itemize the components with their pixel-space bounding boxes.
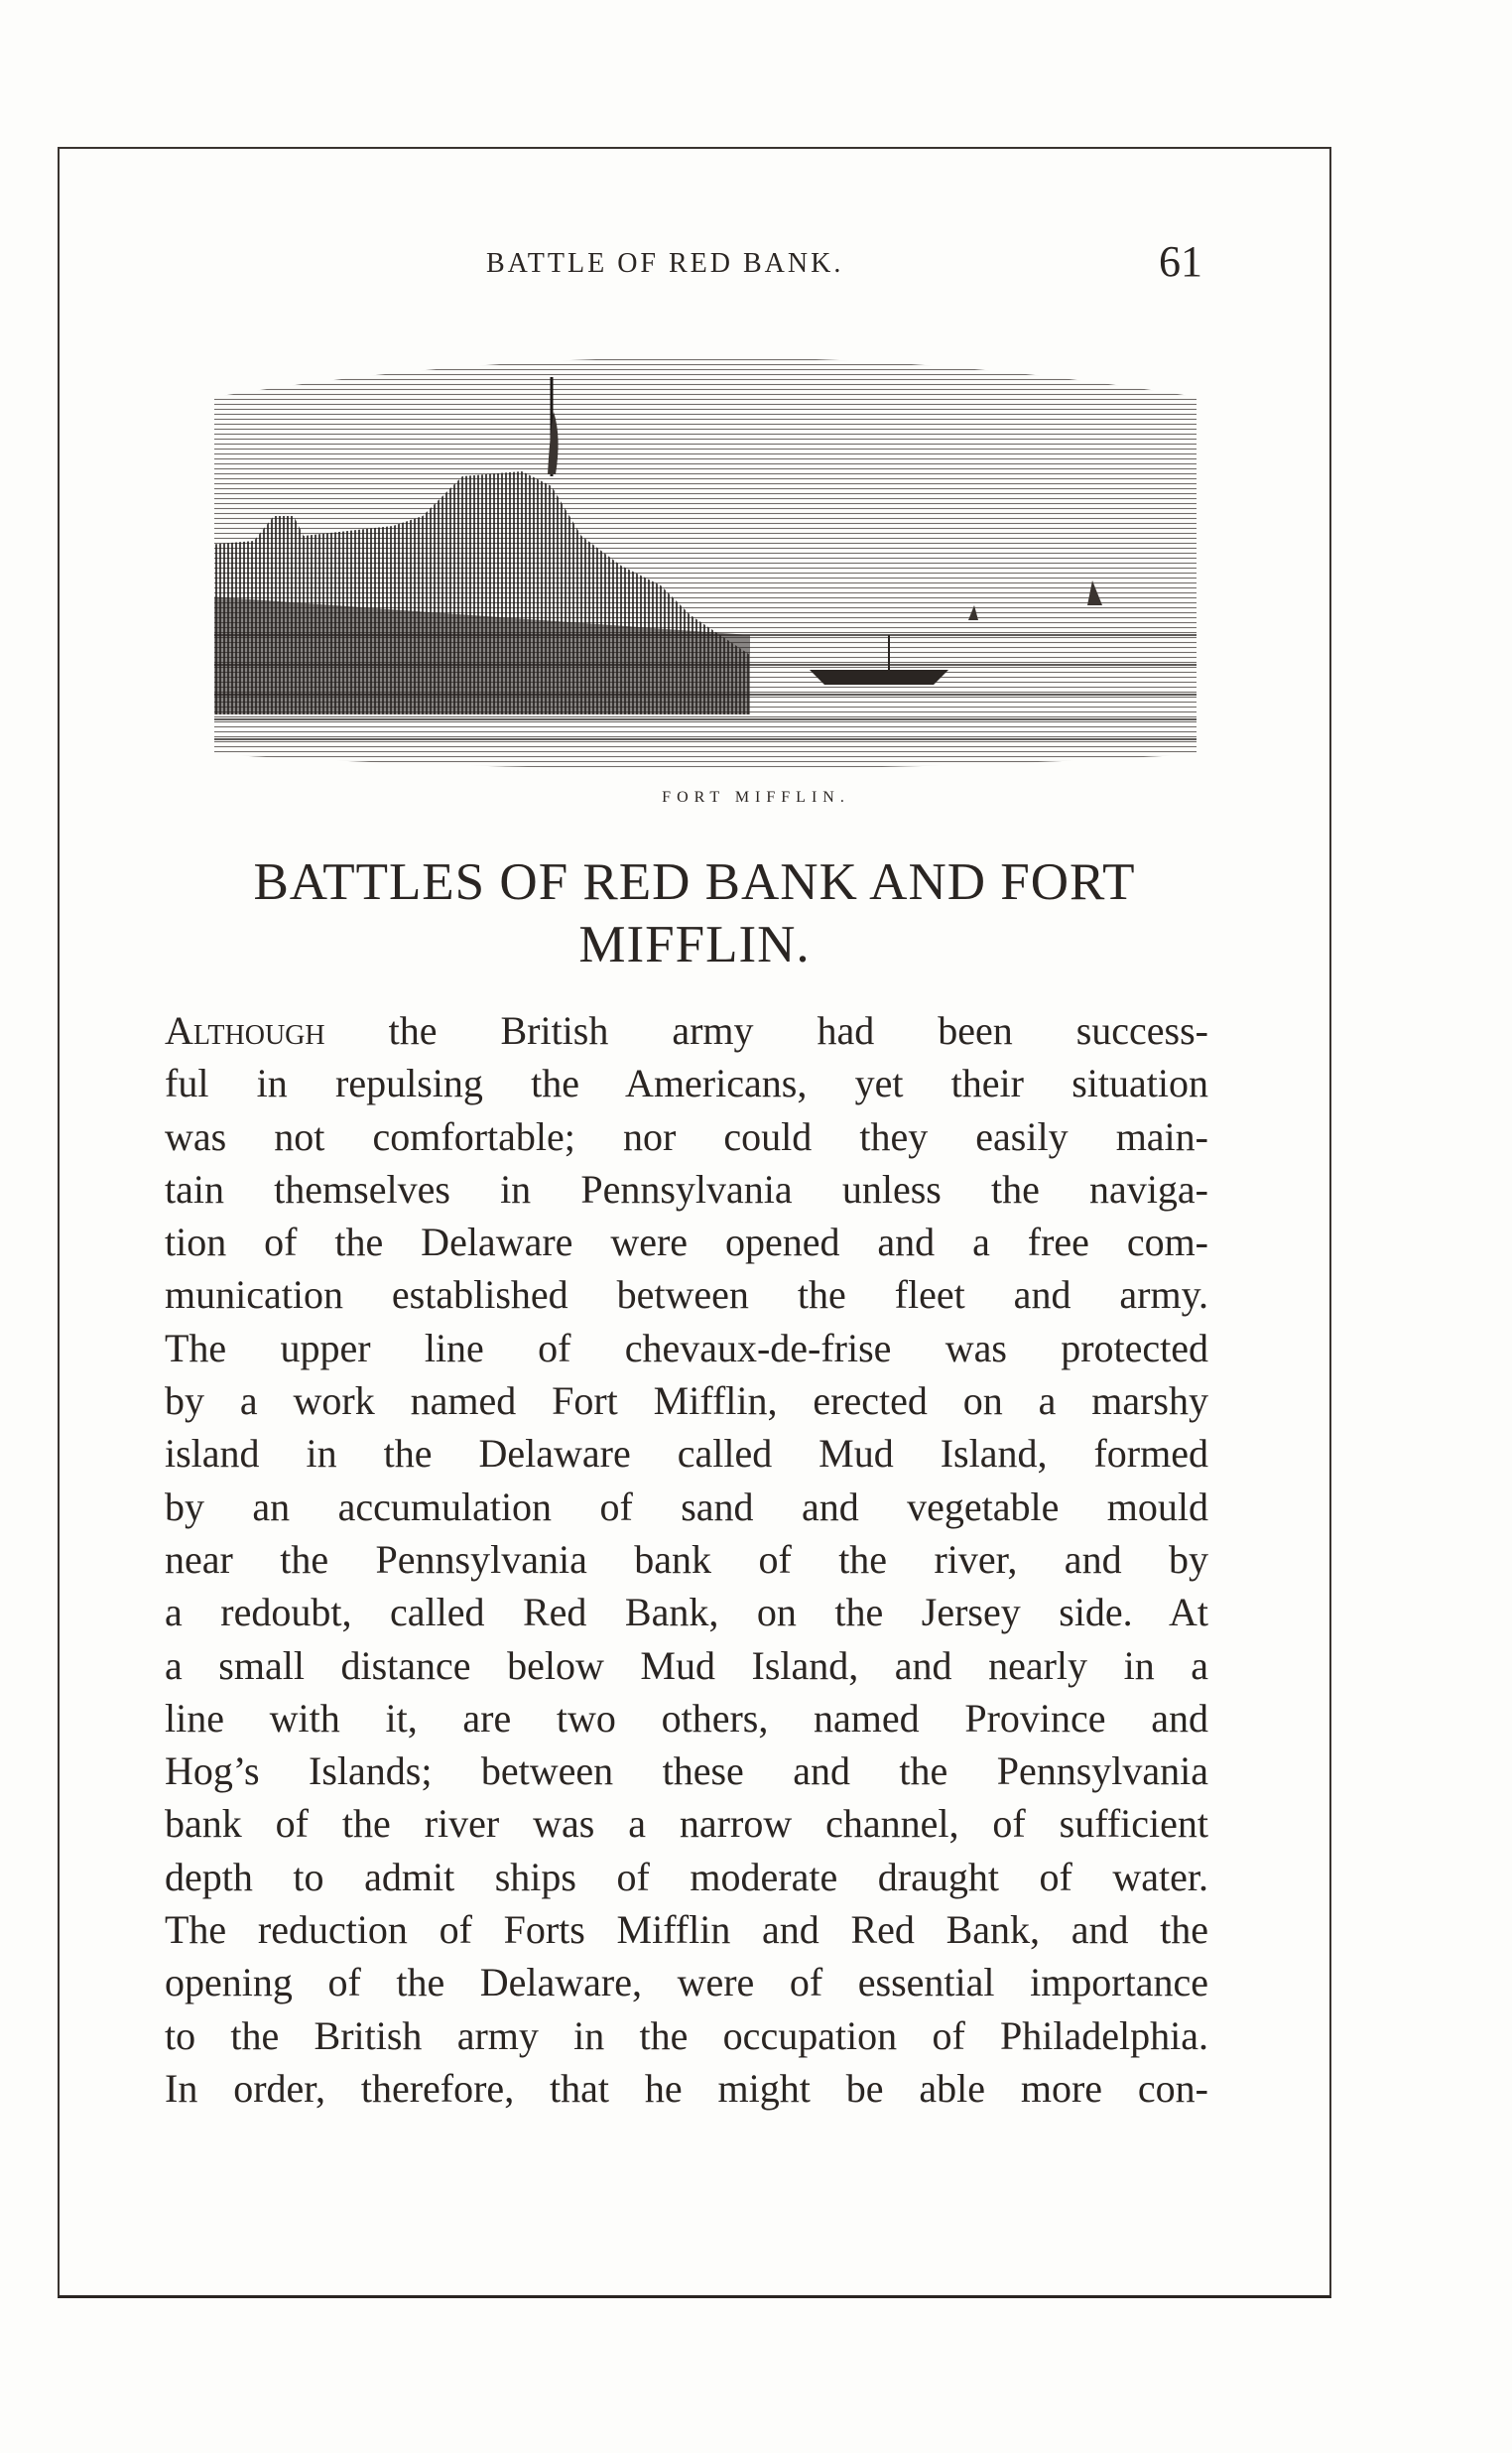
body-line: In order, therefore, that he might be able more con-: [165, 2065, 1208, 2111]
body-line: line with it, are two others, named Province and: [165, 1695, 1208, 1741]
body-line: ful in repulsing the Americans, yet their situation: [165, 1061, 1208, 1106]
body-line: The reduction of Forts Mifflin and Red Bank, and the: [165, 1907, 1208, 1953]
body-line: The upper line of chevaux-de-frise was protected: [165, 1325, 1208, 1370]
body-line: was not comfortable; nor could they easily main-: [165, 1113, 1208, 1159]
body-text: [165, 1004, 1208, 2115]
chapter-heading-line-1: BATTLES OF RED BANK AND FORT: [253, 853, 1136, 911]
fort-mifflin-engraving: [194, 337, 1216, 774]
body-line: Although the British army had been success-: [165, 1008, 1208, 1053]
body-line: near the Pennsylvania bank of the river, and by: [165, 1536, 1208, 1582]
chapter-heading-line-2: MIFFLIN.: [578, 916, 811, 973]
body-line: a small distance below Mud Island, and nearly in a: [165, 1642, 1208, 1688]
opening-word: Although: [165, 1008, 325, 1053]
body-line: tion of the Delaware were opened and a free com-: [165, 1220, 1208, 1265]
body-line: island in the Delaware called Mud Island, formed: [165, 1431, 1208, 1477]
body-line: opening of the Delaware, were of essential importance: [165, 1960, 1208, 2005]
body-line: by a work named Fort Mifflin, erected on a marshy: [165, 1378, 1208, 1424]
page-number: 61: [1159, 237, 1202, 286]
body-line: by an accumulation of sand and vegetable mould: [165, 1484, 1208, 1529]
body-line: munication established between the fleet and army.: [165, 1272, 1208, 1318]
body-line: bank of the river was a narrow channel, of sufficient: [165, 1801, 1208, 1847]
body-line: Hog’s Islands; between these and the Pennsylvania: [165, 1748, 1208, 1794]
body-line: to the British army in the occupation of Philadelphia.: [165, 2012, 1208, 2058]
illustration-caption: FORT MIFFLIN.: [662, 789, 850, 806]
body-line: tain themselves in Pennsylvania unless the naviga-: [165, 1166, 1208, 1212]
body-line: depth to admit ships of moderate draught of water.: [165, 1854, 1208, 1899]
running-head: BATTLE OF RED BANK.: [486, 248, 844, 279]
body-line: a redoubt, called Red Bank, on the Jersey side. At: [165, 1590, 1208, 1635]
chapter-heading: [149, 851, 1240, 976]
